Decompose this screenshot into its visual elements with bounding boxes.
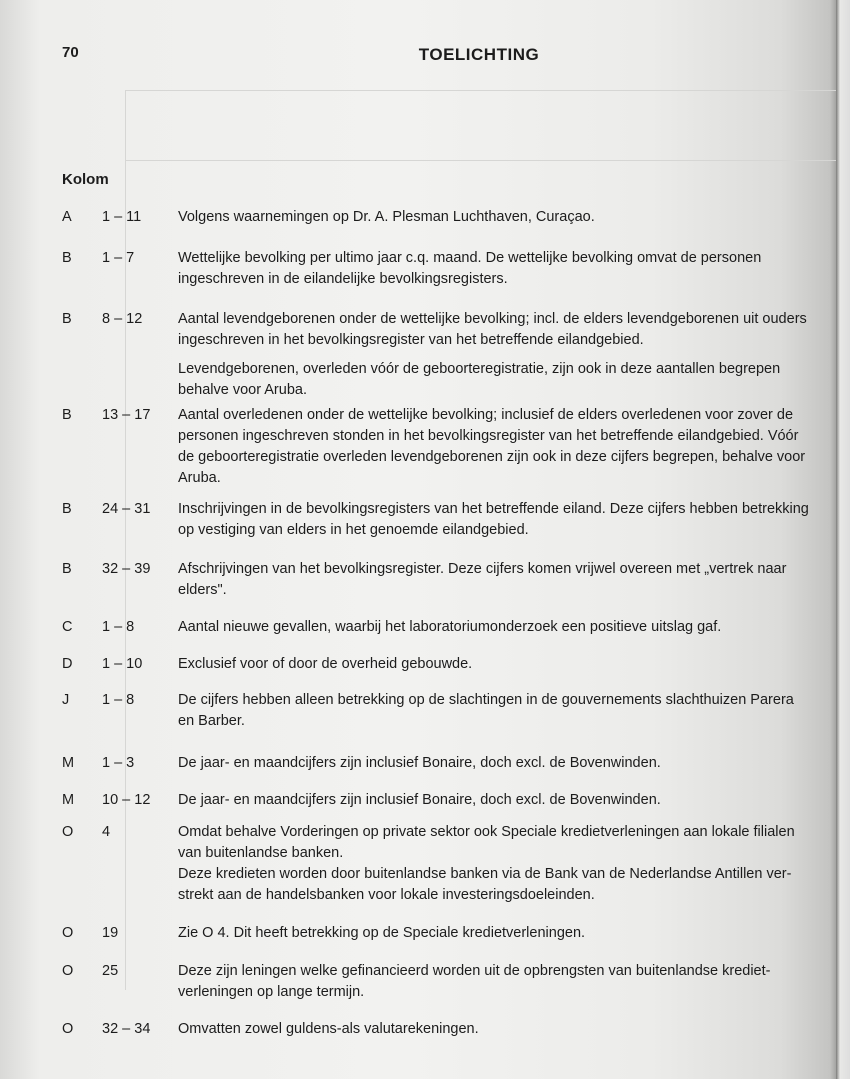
note-code: B	[62, 561, 72, 577]
note-column-range: 10 – 12	[102, 792, 151, 808]
note-column-range: 1 – 7	[102, 250, 135, 266]
note-code: B	[62, 311, 72, 327]
bleed-through-rule	[125, 160, 838, 161]
note-line: Wettelijke bevolking per ultimo jaar c.q. maand. De wettelijke bevolking omvat de personen	[178, 250, 762, 266]
note-code: J	[62, 692, 70, 708]
note-description	[178, 207, 850, 228]
page-number: 70	[62, 44, 79, 61]
note-line: De jaar- en maandcijfers zijn inclusief Bonaire, doch excl. de Bovenwinden.	[178, 792, 661, 808]
note-description	[178, 790, 850, 811]
note-column-range: 32 – 39	[102, 561, 151, 577]
note-line: Aantal overledenen onder de wettelijke bevolking; inclusief de elders overledenen voor zover de	[178, 407, 794, 423]
note-line: Deze zijn leningen welke gefinancieerd worden uit de opbrengsten van buitenlandse krediet-	[178, 963, 771, 979]
note-column-range: 1 – 8	[102, 692, 135, 708]
note-line: Omvatten zowel guldens-als valutarekeningen.	[178, 1021, 479, 1037]
note-code: B	[62, 501, 72, 517]
note-line: Omdat behalve Vorderingen op private sektor ook Speciale kredietverleningen aan lokale filialen	[178, 824, 795, 840]
note-description	[178, 248, 850, 290]
note-description	[178, 499, 850, 541]
note-line: ingeschreven in het bevolkingsregister van het betreffende eilandgebied.	[178, 332, 644, 348]
note-line: De cijfers hebben alleen betrekking op de slachtingen in de gouvernements slachthuizen Parera	[178, 692, 794, 708]
note-description	[178, 617, 850, 638]
book-spine-shadow	[836, 0, 850, 1079]
note-code: O	[62, 925, 74, 941]
note-column-range: 25	[102, 963, 119, 979]
note-description	[178, 309, 850, 401]
note-code: A	[62, 209, 72, 225]
note-line: Volgens waarnemingen op Dr. A. Plesman Luchthaven, Curaçao.	[178, 209, 595, 225]
note-line: van buitenlandse banken.	[178, 845, 344, 861]
note-description	[178, 405, 850, 489]
note-code: C	[62, 619, 73, 635]
note-line: personen ingeschreven stonden in het bevolkingsregister van het betreffende eilandgebied. Vóór	[178, 428, 799, 444]
note-column-range: 1 – 8	[102, 619, 135, 635]
note-line: Aantal nieuwe gevallen, waarbij het laboratoriumonderzoek een positieve uitslag gaf.	[178, 619, 722, 635]
note-line: strekt aan de handelsbanken voor lokale investeringsdoeleinden.	[178, 887, 595, 903]
note-description	[178, 654, 850, 675]
note-code: D	[62, 656, 73, 672]
note-description	[178, 753, 850, 774]
page-title: TOELICHTING	[418, 45, 540, 64]
note-code: O	[62, 1021, 74, 1037]
note-column-range: 19	[102, 925, 119, 941]
note-line: Aruba.	[178, 470, 221, 486]
section-heading: Kolom	[62, 171, 109, 188]
note-line: en Barber.	[178, 713, 245, 729]
note-column-range: 1 – 10	[102, 656, 143, 672]
note-line: Afschrijvingen van het bevolkingsregister. Deze cijfers komen vrijwel overeen met „vertrek naar	[178, 561, 787, 577]
note-line: Deze kredieten worden door buitenlandse banken via de Bank van de Nederlandse Antillen ver-	[178, 866, 792, 882]
note-line: Levendgeborenen, overleden vóór de geboorteregistratie, zijn ook in deze aantallen begrepen	[178, 361, 781, 377]
note-column-range: 13 – 17	[102, 407, 151, 423]
note-description	[178, 822, 850, 906]
note-line: behalve voor Aruba.	[178, 382, 307, 398]
note-code: M	[62, 755, 75, 771]
note-code: M	[62, 792, 75, 808]
bleed-through-rule	[125, 90, 838, 91]
note-line: De jaar- en maandcijfers zijn inclusief Bonaire, doch excl. de Bovenwinden.	[178, 755, 661, 771]
note-description	[178, 690, 850, 732]
note-line: Exclusief voor of door de overheid gebouwde.	[178, 656, 473, 672]
note-line: Zie O 4. Dit heeft betrekking op de Speciale kredietverleningen.	[178, 925, 586, 941]
note-code: O	[62, 963, 74, 979]
note-column-range: 8 – 12	[102, 311, 143, 327]
note-description	[178, 559, 850, 601]
note-line: Aantal levendgeborenen onder de wettelijke bevolking; incl. de elders levendgeborenen uit ouders	[178, 311, 807, 327]
note-column-range: 32 – 34	[102, 1021, 151, 1037]
note-line: elders".	[178, 582, 227, 598]
note-code: B	[62, 250, 72, 266]
note-description	[178, 1019, 850, 1040]
note-code: B	[62, 407, 72, 423]
note-column-range: 1 – 11	[102, 209, 142, 225]
note-description	[178, 961, 850, 1003]
note-column-range: 24 – 31	[102, 501, 151, 517]
note-description	[178, 923, 850, 944]
note-line: de geboorteregistratie overleden levendgeborenen zijn ook in deze cijfers begrepen, behalve voor	[178, 449, 806, 465]
note-line: verleningen op lange termijn.	[178, 984, 365, 1000]
note-line: ingeschreven in de eilandelijke bevolkingsregisters.	[178, 271, 508, 287]
note-line: Inschrijvingen in de bevolkingsregisters van het betreffende eiland. Deze cijfers hebben betrekking	[178, 501, 809, 517]
note-code: O	[62, 824, 74, 840]
note-line: op vestiging van elders in het genoemde eilandgebied.	[178, 522, 529, 538]
note-column-range: 4	[102, 824, 111, 840]
note-column-range: 1 – 3	[102, 755, 135, 771]
